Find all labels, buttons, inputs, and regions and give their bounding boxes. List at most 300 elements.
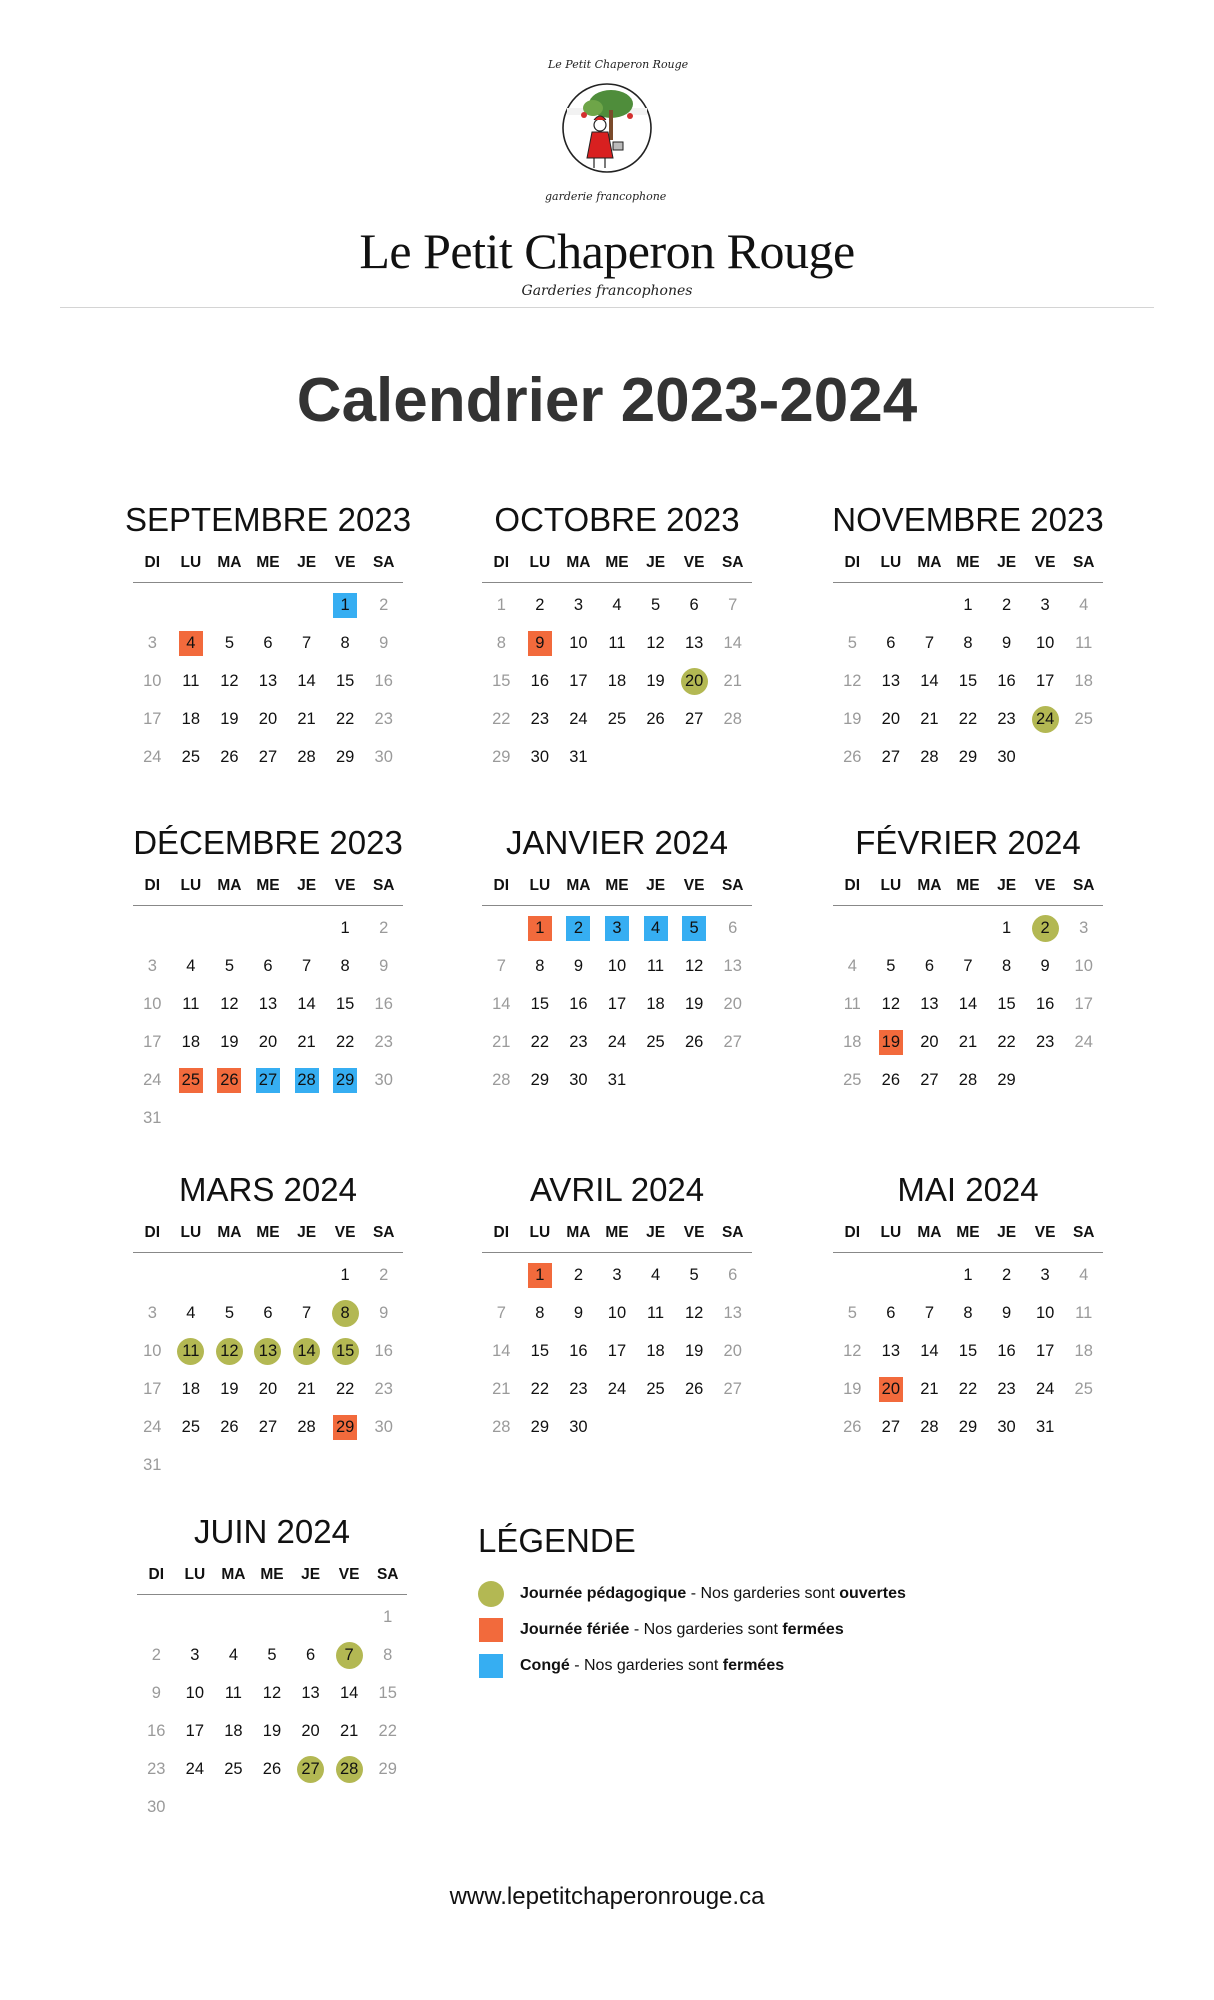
weekday-label: JE [646,1224,666,1241]
day-number: 2 [573,1266,584,1284]
legend-text: - Nos garderies sont [686,1585,840,1602]
day [210,1030,249,1055]
day-number: 4 [186,1304,196,1322]
day-empty [249,1263,288,1288]
day-number: 19 [843,710,862,728]
day-number: 18 [1074,672,1093,690]
day [287,1415,326,1440]
day-number: 29 [378,1760,397,1778]
day-number: 14 [723,634,742,652]
day-weekend [482,1030,521,1055]
day-number: 22 [378,1722,397,1740]
day-number: 10 [143,672,162,690]
day-number: 20 [258,1380,278,1398]
day [675,1263,714,1288]
day-number: 16 [997,672,1016,690]
day-weekend [133,1301,172,1326]
day-weekend [713,1263,752,1288]
day-weekend [1064,1030,1103,1055]
day-ferie [172,631,211,656]
day-empty [833,593,872,618]
day-number: 7 [924,1304,935,1322]
day-number: 12 [881,995,901,1013]
day-number: 5 [847,1304,857,1322]
day-number: 17 [607,1342,627,1360]
day-number: 20 [723,1342,742,1360]
day [910,1068,949,1093]
day-number: 4 [186,957,196,975]
day-weekend [1064,1301,1103,1326]
day-number: 14 [297,995,316,1013]
day-weekend [368,1719,407,1744]
day-number: 9 [379,957,389,975]
day-weekend [137,1643,176,1668]
day-number: 30 [530,748,550,766]
day [872,631,911,656]
day-number: 21 [492,1380,511,1398]
day-number: 12 [684,1304,704,1322]
day [910,631,949,656]
weekday-label: LU [180,554,202,571]
logo-text-bottom: garderie francophone [545,190,667,203]
day [987,593,1026,618]
day [987,1030,1026,1055]
day-pedagogique [675,669,714,694]
day-number: 26 [262,1760,282,1778]
weekday-label: LU [529,1224,551,1241]
day-number: 30 [147,1798,166,1816]
weekday-label: ME [605,1224,629,1241]
day [675,992,714,1017]
day-number: 29 [333,1068,357,1093]
weekday-label: MA [566,877,591,894]
day-number: 18 [646,1342,665,1360]
day-number: 11 [843,995,861,1013]
day-empty [210,593,249,618]
day-number: 17 [1035,1342,1055,1360]
day-number: 14 [339,1684,359,1702]
day-number: 7 [496,957,506,975]
day [249,631,288,656]
day-empty [910,916,949,941]
day-number: 10 [607,1304,627,1322]
day [910,1377,949,1402]
day-number: 8 [383,1646,393,1664]
day-conge [249,1068,288,1093]
day-weekend [833,1377,872,1402]
weekday-header [482,554,752,583]
day-weekend [137,1757,176,1782]
day [249,1301,288,1326]
day-number: 11 [224,1684,242,1702]
weekday-header [137,1566,407,1595]
day-number: 1 [340,1266,350,1284]
day-number: 29 [335,748,355,766]
day-number: 21 [920,710,939,728]
day [287,631,326,656]
weekday-label: MA [917,1224,942,1241]
day-number: 22 [492,710,511,728]
day-number: 25 [181,748,201,766]
day-weekend [133,1339,172,1364]
weekday-label: JE [297,554,317,571]
weekday-label: DI [844,554,861,571]
day-number: 19 [220,710,239,728]
month-title: OCTOBRE 2023 [494,501,740,538]
day [172,745,211,770]
day [987,1339,1026,1364]
day-number: 28 [920,1418,939,1436]
day-number: 15 [958,672,978,690]
day [559,745,598,770]
day [210,954,249,979]
day [949,1263,988,1288]
day-ferie [521,1263,560,1288]
day-weekend [833,1068,872,1093]
day-empty [172,1263,211,1288]
day [1026,1415,1065,1440]
day [987,745,1026,770]
day-weekend [1064,916,1103,941]
day-number: 3 [190,1646,200,1664]
day-number: 9 [1040,957,1050,975]
brand-name: Le Petit Chaperon Rouge [359,223,855,279]
day-number: 21 [297,1033,316,1051]
day-weekend [713,631,752,656]
weekday-label: MA [917,554,942,571]
day-number: 21 [339,1722,359,1740]
day-weekend [133,1415,172,1440]
day-number: 16 [374,995,393,1013]
day [287,1030,326,1055]
legend-text: - Nos garderies sont [629,1621,783,1638]
logo [0,58,1214,203]
legend-label: Journée pédagogique [520,1585,687,1602]
month-7 [467,1170,767,1440]
day-weekend [368,1643,407,1668]
day [910,745,949,770]
day-empty [176,1605,215,1630]
weekday-label: SA [721,877,744,894]
day-empty [287,916,326,941]
day-number: 25 [646,1380,665,1398]
day [559,1068,598,1093]
weekday-label: DI [844,1224,861,1241]
day-weekend [482,707,521,732]
weekday-label: SA [1072,554,1095,571]
weekday-label: MA [217,877,242,894]
day-weekend [482,1301,521,1326]
month-2 [818,500,1118,770]
day-number: 13 [684,634,704,652]
day [172,1030,211,1055]
day-number: 26 [843,748,862,766]
day [636,593,675,618]
day [636,669,675,694]
day-number: 8 [963,1304,973,1322]
day-weekend [133,1068,172,1093]
day-conge [598,916,637,941]
brand-tagline: Garderies francophones [521,283,693,299]
day-number: 17 [1035,672,1055,690]
weekday-label: JE [301,1566,321,1583]
day-number: 18 [181,1033,201,1051]
day-number: 19 [684,1342,704,1360]
day-number: 28 [492,1071,511,1089]
day-number: 7 [301,957,312,975]
day-weekend [1064,954,1103,979]
day [521,954,560,979]
day-weekend [713,1030,752,1055]
day-pedagogique [1026,916,1065,941]
day [291,1719,330,1744]
day-number: 16 [147,1722,166,1740]
day-number: 8 [332,1300,359,1327]
day [249,992,288,1017]
day-grid [137,1605,407,1820]
day-number: 8 [535,1304,545,1322]
day-number: 17 [143,1380,162,1398]
day-number: 9 [573,957,584,975]
day [636,631,675,656]
day-number: 17 [185,1722,205,1740]
weekday-label: JE [646,877,666,894]
day-empty [330,1605,369,1630]
day-number: 7 [336,1642,363,1669]
day-empty [133,593,172,618]
day [559,954,598,979]
month-6 [118,1170,418,1478]
day-weekend [713,992,752,1017]
day-number: 3 [1040,596,1050,614]
day-number: 16 [374,672,393,690]
weekday-label: VE [1034,877,1056,894]
day-number: 9 [528,631,552,656]
day-number: 7 [924,634,935,652]
day [287,1377,326,1402]
day [598,1263,637,1288]
day-number: 23 [997,1380,1016,1398]
day-conge [675,916,714,941]
day [949,745,988,770]
day [559,631,598,656]
day-empty [210,916,249,941]
day-pedagogique [326,1339,365,1364]
day-weekend [133,954,172,979]
day-number: 15 [492,672,511,690]
day [987,631,1026,656]
day [559,1263,598,1288]
day-weekend [137,1795,176,1820]
day-number: 19 [262,1722,282,1740]
day-number: 10 [1035,634,1055,652]
weekday-label: DI [148,1566,165,1583]
day [910,669,949,694]
day [987,1263,1026,1288]
day [172,669,211,694]
day [176,1681,215,1706]
day [253,1719,292,1744]
day-number: 28 [295,1068,319,1093]
day [636,1263,675,1288]
day-number: 30 [569,1418,588,1436]
day [210,992,249,1017]
day-number: 30 [997,1418,1016,1436]
day [210,1377,249,1402]
day-number: 20 [681,668,708,695]
day-number: 15 [335,995,355,1013]
legend-title: LÉGENDE [478,1522,636,1559]
day-number: 27 [256,1068,280,1093]
day-number: 22 [958,710,978,728]
weekday-label: VE [334,877,356,894]
day-number: 5 [224,634,235,652]
day-grid [482,1263,752,1440]
day-empty [137,1605,176,1630]
day-number: 30 [569,1071,588,1089]
day-weekend [713,669,752,694]
day-number: 10 [1074,957,1093,975]
day [172,707,211,732]
day-number: 11 [646,957,665,975]
day-number: 31 [1035,1418,1055,1436]
day-number: 16 [997,1342,1016,1360]
day [598,669,637,694]
day-number: 8 [535,957,545,975]
day-number: 31 [143,1456,162,1474]
day-number: 8 [963,634,973,652]
day-ferie [172,1068,211,1093]
day-number: 31 [143,1109,162,1127]
day [326,707,365,732]
day [987,707,1026,732]
day-weekend [833,954,872,979]
weekday-label: LU [184,1566,206,1583]
day-weekend [364,992,403,1017]
day-number: 22 [958,1380,978,1398]
weekday-label: ME [956,877,980,894]
day-number: 29 [530,1418,550,1436]
day-weekend [364,954,403,979]
day-number: 6 [263,1304,273,1322]
month-title: MAI 2024 [897,1171,1039,1208]
day-number: 30 [374,748,393,766]
day [249,1415,288,1440]
day-number: 26 [684,1033,704,1051]
month-1 [467,500,767,770]
day-number: 1 [1001,919,1012,937]
day-number: 17 [1074,995,1093,1013]
day-number: 6 [689,596,699,614]
day-number: 13 [881,672,901,690]
day-number: 12 [843,1342,862,1360]
weekday-label: LU [880,877,902,894]
day-weekend [133,631,172,656]
day-number: 6 [728,919,738,937]
day-number: 8 [1001,957,1012,975]
day-number: 25 [179,1068,203,1093]
day-pedagogique [249,1339,288,1364]
day [249,1377,288,1402]
day-number: 1 [963,596,973,614]
day [949,1030,988,1055]
day [559,1415,598,1440]
day-pedagogique [287,1339,326,1364]
day-number: 21 [920,1380,939,1398]
legend-item-ferie [478,1612,1038,1648]
day-number: 29 [492,748,511,766]
day-weekend [133,745,172,770]
day-empty [910,593,949,618]
day [172,1377,211,1402]
day-number: 10 [607,957,627,975]
day [598,1377,637,1402]
footer-url[interactable]: www.lepetitchaperonrouge.ca [449,1883,765,1910]
day-weekend [364,1068,403,1093]
day [1026,1263,1065,1288]
day-number: 12 [684,957,704,975]
weekday-label: DI [144,1224,161,1241]
day [1026,1377,1065,1402]
day-number: 17 [569,672,588,690]
day-number: 15 [958,1342,978,1360]
day [253,1757,292,1782]
day-number: 8 [340,957,350,975]
weekday-label: VE [334,554,356,571]
day-number: 14 [920,1342,939,1360]
weekday-label: VE [683,554,705,571]
day-number: 18 [181,710,201,728]
day [910,1030,949,1055]
day-number: 14 [492,1342,511,1360]
weekday-label: DI [144,877,161,894]
day-number: 8 [340,634,350,652]
day-conge [287,1068,326,1093]
day-number: 2 [151,1646,161,1664]
weekday-label: ME [256,1224,280,1241]
day [636,1301,675,1326]
day-number: 24 [143,1418,162,1436]
day-weekend [833,1415,872,1440]
day-number: 29 [958,748,978,766]
day-number: 27 [723,1033,742,1051]
day [176,1719,215,1744]
day [521,707,560,732]
day [598,593,637,618]
day-number: 13 [258,672,278,690]
day [559,593,598,618]
day-number: 16 [374,1342,393,1360]
day-weekend [364,1301,403,1326]
day-weekend [482,1377,521,1402]
day-weekend [364,631,403,656]
day-number: 3 [612,1266,622,1284]
day [249,745,288,770]
day [987,1301,1026,1326]
day-number: 12 [220,672,239,690]
day [330,1719,369,1744]
day-number: 4 [644,916,668,941]
day-number: 9 [379,634,389,652]
day [210,745,249,770]
month-title: JANVIER 2024 [506,824,728,861]
day-number: 16 [530,672,550,690]
weekday-header [482,1224,752,1253]
weekday-label: DI [844,877,861,894]
day-weekend [482,1415,521,1440]
day-weekend [137,1681,176,1706]
day-number: 13 [258,995,278,1013]
